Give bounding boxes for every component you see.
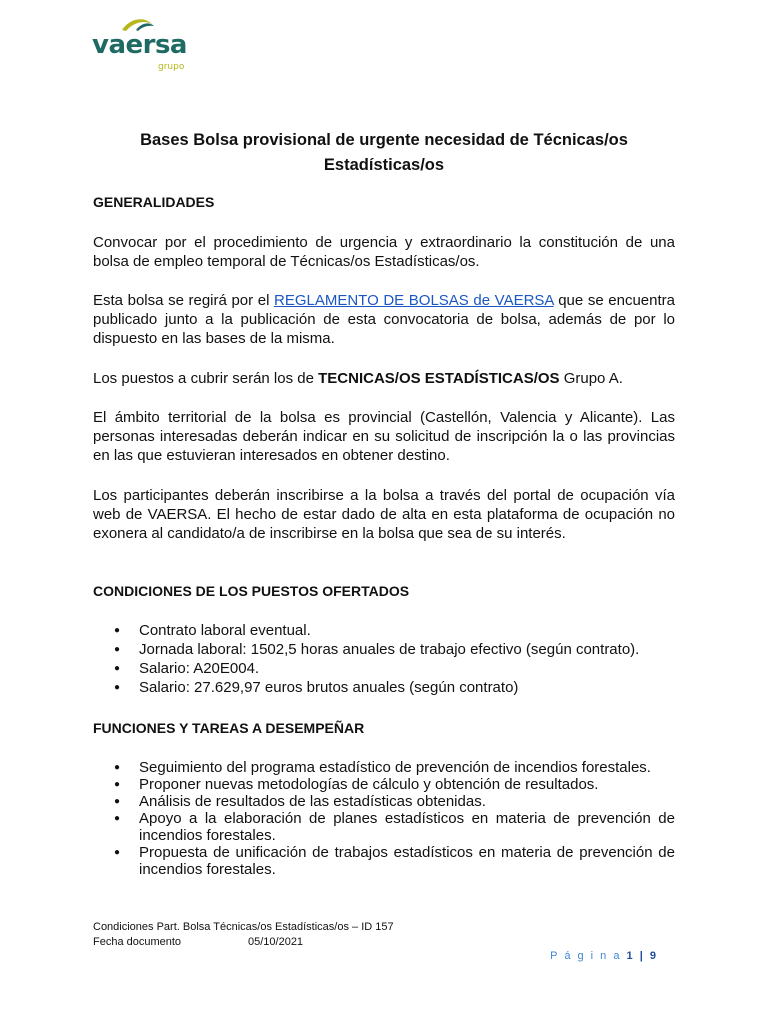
footer-line: Condiciones Part. Bolsa Técnicas/os Estadísticas/os – ID 157 (93, 921, 394, 933)
paragraph-ambito: El ámbito territorial de la bolsa es provincial (Castellón, Valencia y Alicante). Las personas interesadas deberán indicar en su solicitud de inscripción la o las provincias en las que estuvieran interesados en obtener destino. (93, 409, 675, 464)
footer-date-label: Fecha documento (93, 936, 182, 948)
page-number: P á g i n a 1 | 9 (550, 950, 658, 962)
heading-generalidades: GENERALIDADES (93, 194, 215, 210)
list-item: ● Salario: A20E004. (93, 660, 675, 677)
list-item: ● Apoyo a la elaboración de planes estadísticos en materia de prevención de incendios forestales. (93, 810, 675, 844)
funciones-list (93, 759, 675, 878)
condiciones-list (93, 622, 675, 696)
list-item: ● Propuesta de unificación de trabajos estadísticos en materia de prevención de incendios forestales. (93, 844, 675, 878)
list-item: ● Salario: 27.629,97 euros brutos anuales (según contrato) (93, 679, 675, 696)
footer (93, 920, 394, 950)
logo-subtitle: grupo (158, 62, 185, 72)
list-item: ● Análisis de resultados de las estadísticas obtenidas. (93, 793, 675, 810)
footer-date-row (93, 935, 394, 950)
paragraph-puestos: Los puestos a cubrir serán los de TECNICAS/OS ESTADÍSTICAS/OS Grupo A. (93, 370, 623, 387)
paragraph-convocar: Convocar por el procedimiento de urgencia y extraordinario la constitución de una bolsa de empleo temporal de Técnicas/os Estadísticas/os. (93, 234, 675, 270)
list-item: ● Proponer nuevas metodologías de cálculo y obtención de resultados. (93, 776, 675, 793)
document-title: Bases Bolsa provisional de urgente necesidad de Técnicas/os Estadísticas/os (140, 131, 628, 174)
heading-condiciones: CONDICIONES DE LOS PUESTOS OFERTADOS (93, 583, 410, 599)
paragraph-reglamento: Esta bolsa se regirá por el REGLAMENTO DE BOLSAS de VAERSA que se encuentra publicado junto a la publicación de esta convocatoria de bolsa, además de por lo dispuesto en las bases de la misma. (93, 292, 675, 347)
reglamento-link[interactable]: REGLAMENTO DE BOLSAS de VAERSA (274, 292, 554, 309)
logo-wordmark: vaersa (92, 30, 187, 60)
list-item: ● Jornada laboral: 1502,5 horas anuales de trabajo efectivo (según contrato). (93, 641, 675, 658)
vaersa-logo (92, 14, 202, 72)
paragraph-participantes: Los participantes deberán inscribirse a la bolsa a través del portal de ocupación vía web de VAERSA. El hecho de estar dado de alta en esta plataforma de ocupación no exonera al candidato/a de inscribirse en la bolsa que sea de su interés. (93, 487, 675, 542)
list-item: ● Contrato laboral eventual. (93, 622, 675, 639)
puestos-bold: TECNICAS/OS ESTADÍSTICAS/OS (318, 370, 560, 387)
list-item: ● Seguimiento del programa estadístico de prevención de incendios forestales. (93, 759, 675, 776)
heading-funciones: FUNCIONES Y TAREAS A DESEMPEÑAR (93, 720, 365, 736)
footer-date-value: 05/10/2021 (248, 936, 304, 948)
